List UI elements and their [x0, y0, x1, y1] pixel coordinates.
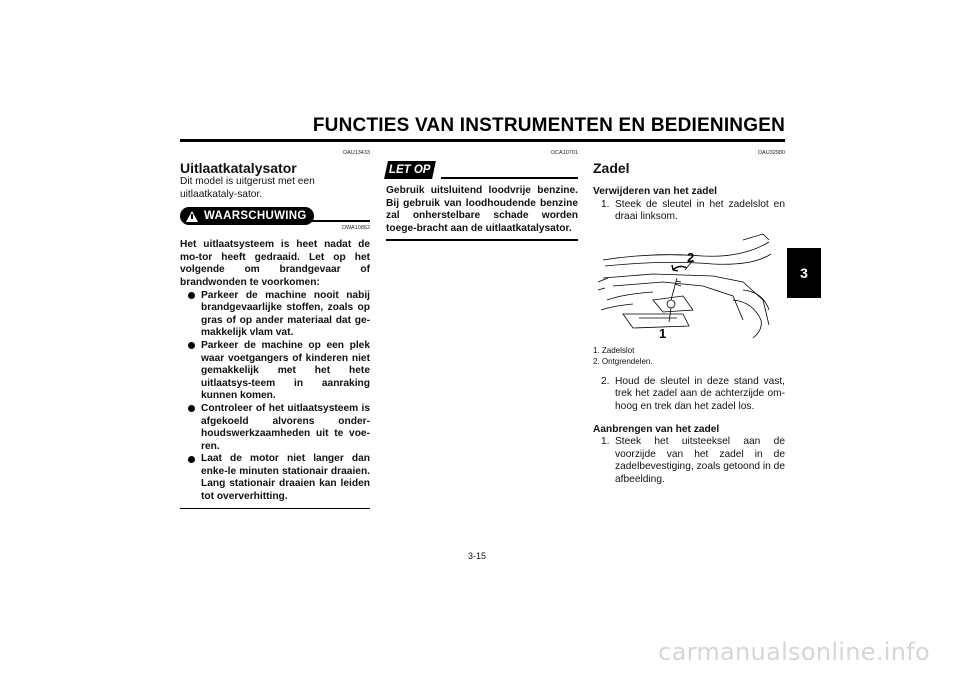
- warning-rule: [310, 220, 370, 222]
- list-item: [593, 199, 785, 224]
- list-item: [188, 340, 370, 403]
- caution-text: Gebruik uitsluitend loodvrije benzine. Bij gebruik van loodhoudende benzine zal onherstelbare schade worden toege-bracht aan de uitlaatkatalysator.: [386, 185, 578, 234]
- bullet-text: Parkeer de machine nooit nabij brandgevaarlijke stoffen, zoals op gras of op ander materiaal dat ge-makkelijk vlam vat.: [201, 289, 370, 339]
- page-number: 3-15: [468, 551, 487, 561]
- caption-item: 1. Zadelslot: [593, 345, 635, 355]
- page-title: FUNCTIES VAN INSTRUMENTEN EN BEDIENINGEN: [312, 115, 785, 136]
- warning-body: [180, 239, 370, 503]
- warning-bullets: [180, 290, 370, 504]
- caution-end-rule: [386, 239, 578, 241]
- caution-header: [386, 161, 578, 183]
- column-seat: [593, 150, 785, 487]
- list-item: [593, 376, 785, 414]
- seat-lock-illustration: [593, 230, 775, 343]
- caution-rule: [441, 177, 578, 179]
- chapter-tab: 3: [787, 248, 821, 298]
- header-divider: [180, 139, 785, 142]
- list-item: [593, 436, 785, 486]
- step-text: Houd de sleutel in deze stand vast, trek het zadel aan de achterzijde om-hoog en trek dan het zadel los.: [615, 375, 785, 412]
- step-number: 1.: [601, 198, 610, 210]
- caution-code: DCA10701: [551, 150, 578, 156]
- caution-label: LET OP: [389, 163, 431, 176]
- warning-header: [180, 205, 370, 232]
- section-intro: Dit model is uitgerust met een uitlaatkataly-sator.: [180, 176, 315, 200]
- bullet-text: Parkeer de machine op een plek waar voetgangers of kinderen niet gemakkelijk met het hete uitlaatsys-teem in aanraking kunnen komen.: [201, 339, 370, 402]
- warning-triangle-icon: [186, 211, 198, 222]
- warning-badge: [180, 207, 314, 225]
- bullet-icon: [188, 342, 195, 349]
- motorcycle-seat-diagram: [593, 230, 775, 343]
- figure-label-2: 2: [687, 249, 695, 265]
- figure-label-1: 1: [659, 325, 667, 341]
- remove-heading: Verwijderen van het zadel: [593, 186, 717, 197]
- list-item: [188, 290, 370, 340]
- bullet-icon: [188, 292, 195, 299]
- warning-text: Het uitlaatsysteem is heet nadat de mo-tor heeft gedraaid. Let op het volgende om brandgevaar of brandwonden te voorkomen:: [180, 239, 370, 288]
- step-text: Steek het uitsteeksel aan de voorzijde van het zadel in de zadelbevestiging, zoals getoond in de afbeelding.: [615, 436, 785, 485]
- section-code: DAU32980: [758, 150, 785, 156]
- section-heading: Zadel: [593, 160, 630, 176]
- column-catalytic-converter: [180, 150, 370, 509]
- warning-code: DWA10862: [342, 225, 370, 232]
- bullet-text: Laat de motor niet langer dan enke-le minuten stationair draaien. Lang stationair draaien kan leiden tot oververhitting.: [201, 453, 370, 503]
- warning-end-rule: [180, 508, 370, 510]
- warning-label: WAARSCHUWING: [204, 209, 307, 222]
- caption-item: 2. Ontgrendelen.: [593, 356, 653, 366]
- bullet-icon: [188, 405, 195, 412]
- column-caution: [386, 150, 578, 241]
- section-code: DAU13433: [343, 150, 370, 156]
- figure-captions: [593, 345, 785, 367]
- list-item: [188, 403, 370, 453]
- step-text: Steek de sleutel in het zadelslot en draai linksom.: [615, 198, 785, 223]
- install-heading: Aanbrengen van het zadel: [593, 423, 720, 435]
- bullet-text: Controleer of het uitlaatsysteem is afgekoeld alvorens onder-houdswerkzaamheden uit te voe-ren.: [201, 402, 370, 452]
- step-number: 2.: [601, 375, 610, 387]
- section-heading: Uitlaatkatalysator: [180, 160, 297, 176]
- watermark: carmanualsonline.info: [658, 638, 930, 666]
- bullet-icon: [188, 456, 195, 463]
- caution-badge: [384, 161, 436, 179]
- list-item: [188, 453, 370, 503]
- step-number: 1.: [601, 436, 610, 448]
